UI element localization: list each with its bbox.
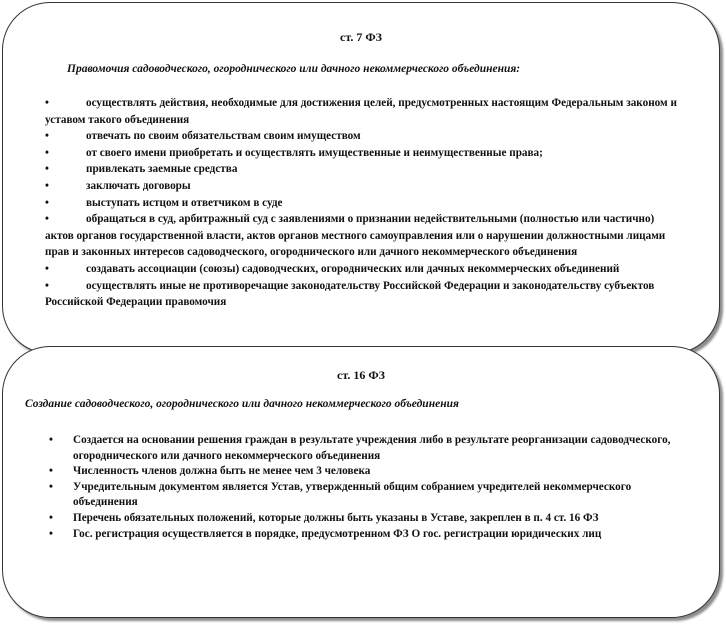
list-item: • отвечать по своим обязательствам своим имуществом (45, 128, 685, 145)
list-item: • Учредительным документом является Устав, утвержденный общим собранием учредителей некоммерческого объединения (49, 480, 632, 509)
list-item: • обращаться в суд, арбитражный суд с заявлениями о признании недействительными (полностью или частично) актов органов государственной власти, актов органов местного самоуправления или о нарушении должностными лицами прав и законных интересов садоводческого, огороднического или дачного некоммерческого объединения (45, 213, 666, 259)
bullet-icon: • (45, 146, 49, 159)
list-item: • выступать истцом и ответчиком в суде (45, 195, 685, 212)
panel-subtitle: Создание садоводческого, огороднического или дачного некоммерческого объединения (25, 398, 459, 410)
list-item: • осуществлять иные не противоречащие законодательству Российской Федерации и законодательству субъектов Российской Федерации правомочия (45, 279, 655, 309)
list-item: • Численность членов должна быть не менее чем 3 человека (73, 464, 693, 480)
bullet-icon: • (49, 465, 53, 478)
law-article-7-panel (2, 2, 720, 354)
bullet-icon: • (49, 480, 53, 493)
bullet-icon: • (45, 179, 49, 192)
bullet-icon: • (45, 196, 49, 209)
bullet-icon: • (45, 213, 49, 226)
list-item: • привлекать заемные средства (45, 161, 685, 178)
list-item: • Создается на основании решения граждан в результате учреждения либо в результате реорганизации садоводческого, огороднического или дачного некоммерческого объединения (49, 434, 671, 462)
list-item: • Перечень обязательных положений, которые должны быть указаны в Уставе, закреплен в п. 4 ст. 16 ФЗ (73, 511, 693, 527)
bullet-icon: • (45, 262, 49, 275)
creation-list (49, 433, 693, 542)
bullet-icon: • (49, 527, 53, 540)
bullet-icon: • (45, 130, 49, 143)
panel-title: ст. 16 ФЗ (337, 368, 385, 382)
bullet-icon: • (49, 434, 53, 446)
list-item: • заключать договоры (45, 178, 685, 195)
law-article-16-panel (2, 346, 720, 618)
list-item: • осуществлять действия, необходимые для достижения целей, предусмотренных настоящим Федеральным законом и уставом такого объединения (45, 97, 677, 126)
list-item: • от своего имени приобретать и осуществлять имущественные и неимущественные права; (45, 145, 685, 162)
panel-title: ст. 7 ФЗ (340, 30, 382, 44)
list-item: • создавать ассоциации (союзы) садоводческих, огороднических или дачных некоммерческих объединений (45, 261, 685, 278)
list-item: • Гос. регистрация осуществляется в порядке, предусмотренном ФЗ О гос. регистрации юридических лиц (73, 527, 693, 543)
rights-list (45, 95, 685, 311)
bullet-icon: • (49, 511, 53, 524)
panel-subtitle: Правомочия садоводческого, огороднического или дачного некоммерческого объединения: (67, 63, 521, 75)
bullet-icon: • (45, 279, 49, 292)
bullet-icon: • (45, 163, 49, 176)
bullet-icon: • (45, 97, 49, 109)
